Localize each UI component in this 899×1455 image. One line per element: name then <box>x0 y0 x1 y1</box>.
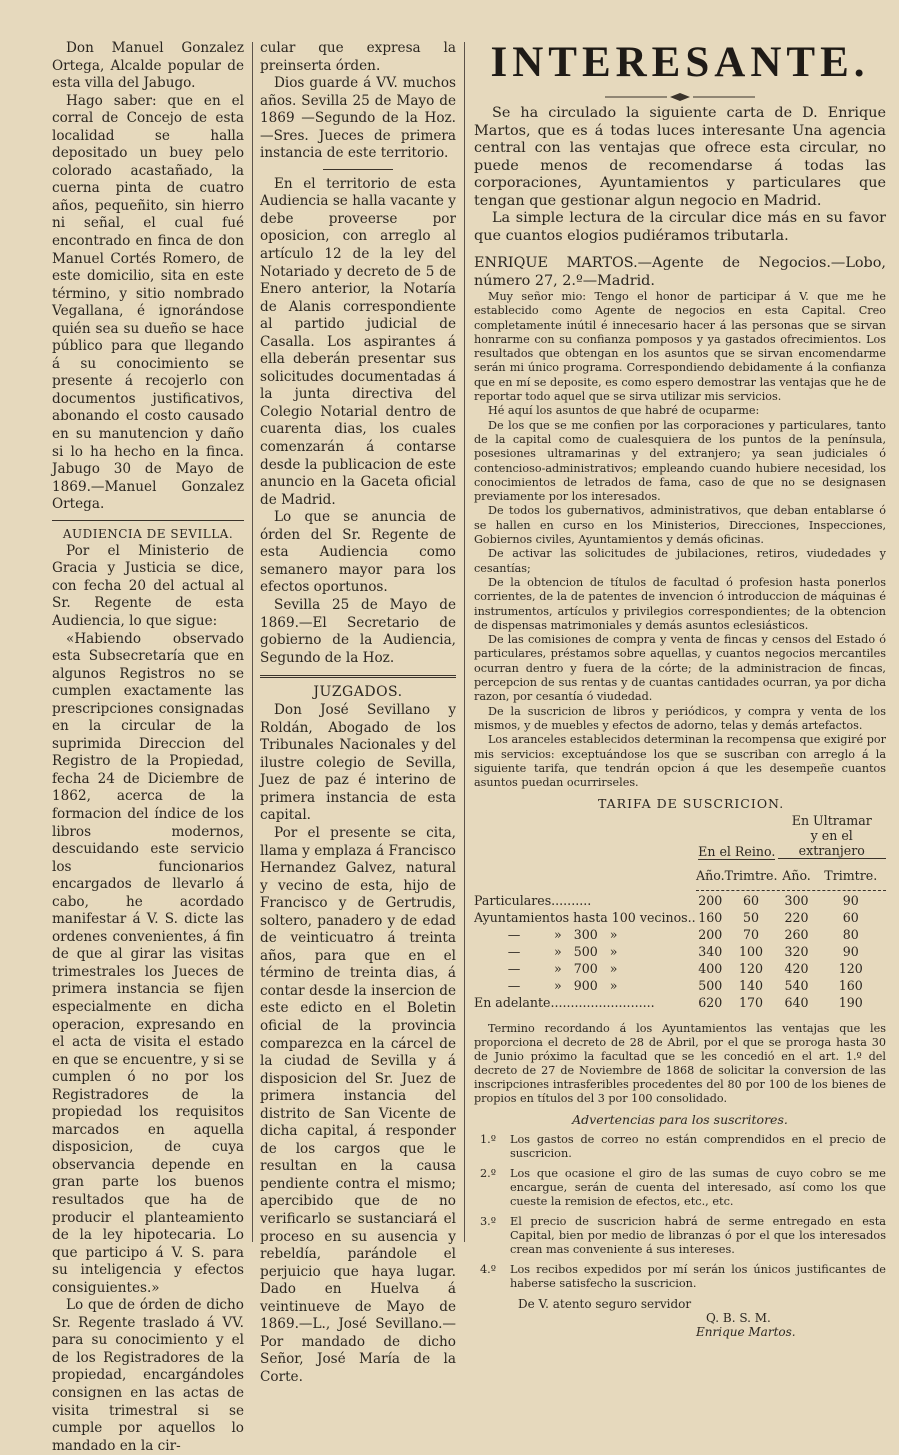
row-value: 200 <box>698 927 723 943</box>
letter-paragraph-9: Los aranceles establecidos determinan la recompensa que exigiré por mis servicios: exceptuándose los que se suscriban con arreglo á la siguiente tarifa, que tendrán opcion á que les desempeñe cuantos asuntos puedan ocurrirseles. <box>474 733 886 790</box>
row-label: — <box>507 927 521 943</box>
column-rule-2 <box>464 42 465 1242</box>
table-row <box>474 993 886 1010</box>
row-value: 50 <box>743 910 760 926</box>
col-ano-1: Año. <box>696 868 725 884</box>
row-sub: » 500 » <box>554 944 618 960</box>
col-ano-2: Año. <box>782 868 811 884</box>
advertencia-number: 2.º <box>480 1167 497 1181</box>
row-sub: » 900 » <box>554 978 618 994</box>
row-value: 200 <box>698 893 723 909</box>
intro-paragraph-1: Se ha circulado la siguiente carta de D. Enrique Martos, que es á todas luces interesante Una agencia central con las ventajas que ofrece esta circular, no puede menos de recomendarse á todas las corporaciones, Ayuntamientos y particulares que tengan que gestionar algun negocio en Madrid. <box>474 105 886 209</box>
row-value: 90 <box>842 944 859 960</box>
ornament-divider <box>605 87 755 97</box>
row-value: 70 <box>743 927 760 943</box>
row-value: 400 <box>698 961 723 977</box>
row-value: 90 <box>842 893 859 909</box>
header-ultramar-1: En Ultramar <box>791 813 872 829</box>
advertencia-item <box>474 1167 886 1209</box>
advertencia-number: 1.º <box>480 1133 497 1147</box>
row-value: 620 <box>698 995 723 1011</box>
letter-paragraph-4: De todos los gubernativos, administrativos, que deban entablarse ó se hallen en curso en los Ministerios, Direcciones, Inspecciones, Gobiernos civiles, Ayuntamientos y demás oficinas. <box>474 504 886 547</box>
table-subheader-row <box>474 859 886 883</box>
row-value: 260 <box>784 927 809 943</box>
advertencia-item <box>474 1263 886 1291</box>
row-value: 60 <box>743 893 760 909</box>
edicto-text: Por el presente se cita, llama y emplaza á Francisco Hernandez Galvez, natural y vecino de esta, hijo de Francisco y de Gertrudis, soltero, panadero y de edad de veinticuatro á treinta años, para que en el término de treinta dias, á contar desde la insercion de este edicto en el Boletin oficial de la provincia comparezca en la cárcel de la ciudad de Sevilla y á disposicion del Sr. Juez de primera instancia del distrito de San Vicente de dicha capital, á responder de los cargos que le resultan en la causa pendiente contra el mismo; apercibido que de no verificarlo se sustanciará el proceso en su ausencia y rebeldía, parándole el perjuicio que haya lugar. Dado en Huelva á veintinueve de Mayo de 1869.—L., José Sevillano.—Por mandado de dicho Señor, José María de la Corte. <box>260 824 456 1385</box>
decreto-paragraph: Termino recordando á los Ayuntamientos las ventajas que les proporciona el decreto de 28 de Abril, por el que se proroga hasta 30 de Junio próximo la facultad que se les concedió en el art. 1.º del decreto de 27 de Noviembre de 1868 de solicitar la conversion de las inscripciones intrasferibles procedentes del 80 por 100 de los bienes de propios en títulos del 3 por 100 consolidado. <box>474 1022 886 1106</box>
column-1 <box>52 40 244 1455</box>
row-sub: » 300 » <box>554 927 618 943</box>
advertencia-text: Los que ocasione el giro de las sumas de cuyo cobro se me encargue, serán de cuenta del interesado, así como los que cueste la remision de efectos, etc., etc. <box>510 1167 886 1209</box>
advertencia-item <box>474 1133 886 1161</box>
regente-text: Lo que de órden de dicho Sr. Regente traslado á VV. para su conocimiento y el de los Registradores de la propiedad, encargándoles consignen en las actas de visita trimestral si se cumple por aquellos lo mandado en la cir- <box>52 1297 244 1454</box>
col-trim-1: Trimtre. <box>724 868 778 884</box>
dios-guarde-text: Dios guarde á VV. muchos años. Sevilla 25 de Mayo de 1869 —Segundo de la Hoz.—Sres. Jueces de primera instancia de este territorio. <box>260 75 456 162</box>
letter-paragraph-5: De activar las solicitudes de jubilaciones, retiros, viudedades y cesantías; <box>474 547 886 575</box>
advertencia-number: 3.º <box>480 1215 497 1229</box>
ministerio-intro: Por el Ministerio de Gracia y Justicia se dice, con fecha 20 del actual al Sr. Regente de esta Audiencia, lo que sigue: <box>52 542 244 629</box>
closing-line: De V. atento seguro servidor <box>518 1297 692 1312</box>
row-value: 60 <box>842 910 859 926</box>
qbsm: Q. B. S. M. <box>706 1311 771 1326</box>
table-row <box>474 942 886 959</box>
subsecretaria-text: «Habiendo observado esta Subsecretaría que en algunos Registros no se cumplen exactamente las prescripciones consignadas en la circular de la suprimida Direccion del Registro de la Propiedad, fecha 24 de Diciembre de 1862, acerca de la formacion del índice de los libros modernos, descuidando este servicio los funcionarios encargados de llevarlo á cabo, he acordado manifestar á V. S. dicte las ordenes convenientes, á fin de que al girar las visitas trimestrales los Jueces de primera instancia se fijen especialmente en dicha operacion, expresando en el acta de visita el estado en que se encuentre, y si se cumplen ó no por los Registradores de la propiedad los requisitos marcados en aquella disposicion, de cuya observancia depende en gran parte los buenos resultados que ha de producir el planteamiento de la ley hipotecaria. Lo que participo á V. S. para su inteligencia y efectos consiguientes.» <box>52 630 244 1296</box>
anuncia-text: Lo que se anuncia de órden del Sr. Regente de esta Audiencia como semanero mayor para los efectos oportunos. <box>260 509 456 596</box>
header-reino: En el Reino. <box>698 844 776 860</box>
row-value: 340 <box>698 944 723 960</box>
advertencia-text: Los recibos expedidos por mí serán los únicos justificantes de haberse satisfecho la suscricion. <box>510 1263 886 1291</box>
continuation-text: cular que expresa la preinserta órden. <box>260 40 456 74</box>
row-value: 640 <box>784 995 809 1011</box>
sevilla-signature: Sevilla 25 de Mayo de 1869.—El Secretario de gobierno de la Audiencia, Segundo de la Hoz. <box>260 596 456 666</box>
table-row <box>474 891 886 908</box>
row-value: 320 <box>784 944 809 960</box>
row-label: Ayuntamientos hasta 100 vecinos.. <box>474 910 696 926</box>
col-trim-2: Trimtre. <box>824 868 878 884</box>
row-value: 500 <box>698 978 723 994</box>
row-value: 120 <box>838 961 863 977</box>
juzgados-heading: JUZGADOS. <box>313 684 403 701</box>
tarifa-title: TARIFA DE SUSCRICION. <box>598 796 785 812</box>
row-value: 300 <box>784 893 809 909</box>
signer-name: Enrique Martos. <box>696 1325 796 1340</box>
row-value: 120 <box>739 961 764 977</box>
notaria-notice: En el territorio de esta Audiencia se halla vacante y debe proveerse por oposicion, con arreglo al artículo 12 de la ley del Notariado y decreto de 5 de Enero anterior, la Notaría de Alanis correspondiente al partido judicial de Casalla. Los aspirantes á ella deberán presentar sus solicitudes documentadas á la junta directiva del Colegio Notarial dentro de cuarenta dias, los cuales comenzarán á contarse desde la publicacion de este anuncio en la Gaceta oficial de Madrid. <box>260 175 456 508</box>
row-value: 170 <box>739 995 764 1011</box>
double-divider <box>260 675 456 678</box>
table-header-row <box>474 813 886 859</box>
row-label: — <box>507 944 521 960</box>
agent-header: ENRIQUE MARTOS.—Agente de Negocios.—Lobo, número 27, 2.º—Madrid. <box>474 255 886 289</box>
table-row <box>474 959 886 976</box>
juez-intro: Don José Sevillano y Roldán, Abogado de los Tribunales Nacionales y del ilustre colegio de Sevilla, Juez de paz é interino de primera instancia de esta capital. <box>260 702 456 824</box>
tarifa-table <box>474 813 886 1010</box>
section-divider <box>52 520 244 521</box>
row-value: 540 <box>784 978 809 994</box>
letter-paragraph-3: De los que se me confien por las corporaciones y particulares, tanto de la capital como de cualesquiera de los puntos de la península, posesiones ultramarinas y del extranjero; ya sean judiciales ó contencioso-administrativos; empleando cuando hubiere necesidad, los conocimientos de letrados de fama, caso de que no se designasen previamente por los interesados. <box>474 418 886 504</box>
header-ultramar-2: y en el extranjero <box>778 828 886 859</box>
jabugo-notice: Hago saber: que en el corral de Concejo de esta localidad se halla depositado un buey pelo colorado acastañado, la cuerna pinta de cuatro años, pequeñito, sin hierro ni señal, el cual fué encontrado en finca de don Manuel Cortés Romero, de este domicilio, sita en este término, y sitio nombrado Vegallana, é ignorándose quién sea su dueño se hace público para que llegando á su conocimiento se presente á recojerlo con documentos justificativos, abonando el costo causado en su manutencion y daño si lo ha hecho en la finca. Jabugo 30 de Mayo de 1869.—Manuel Gonzalez Ortega. <box>52 92 244 513</box>
letter-paragraph-6: De la obtencion de títulos de facultad ó profesion hasta ponerlos corrientes, de la de patentes de invencion ó introduccion de máquinas é instrumentos, artículos y privilegios correspondientes; de la obtencion de dispensas matrimoniales y demás asuntos eclesiásticos. <box>474 575 886 632</box>
row-label: Particulares <box>474 893 552 909</box>
row-value: 220 <box>784 910 809 926</box>
row-value: 100 <box>739 944 764 960</box>
table-row <box>474 925 886 942</box>
short-divider <box>323 169 393 170</box>
advertencia-text: Los gastos de correo no están comprendidos en el precio de suscricion. <box>510 1133 886 1161</box>
row-value: 160 <box>698 910 723 926</box>
intro-paragraph-2: La simple lectura de la circular dice más en su favor que cuantos elogios pudiéramos tributarla. <box>474 210 886 244</box>
row-sub: » 700 » <box>554 961 618 977</box>
advertencias-title: Advertencias para los suscritores. <box>572 1112 788 1128</box>
table-row <box>474 908 886 925</box>
row-label: En adelante <box>474 995 551 1011</box>
letter-paragraph-7: De las comisiones de compra y venta de fincas y censos del Estado ó particulares, préstamos sobre aquellas, y cuantos negocios mercantiles ocurran dentro y fuera de la córte; de la administracion de fincas, percepcion de sus rentas y de cuantas cantidades ocurran, ya por dicha razon, por cesantía ó viudedad. <box>474 633 886 704</box>
advertencia-text: El precio de suscricion habrá de serme entregado en esta Capital, bien por medio de libranzas ó por el que los interesados crean mas conveniente á sus intereses. <box>510 1215 886 1257</box>
letter-paragraph-2: Hé aquí los asuntos de que habré de ocuparme: <box>488 404 760 418</box>
column-3 <box>474 40 886 1339</box>
advertencia-number: 4.º <box>480 1263 497 1277</box>
row-value: 420 <box>784 961 809 977</box>
row-value: 160 <box>838 978 863 994</box>
row-value: 190 <box>838 995 863 1011</box>
row-leader: .......... <box>551 893 592 909</box>
column-2 <box>260 40 456 1386</box>
letter-paragraph-1: Muy señor mio: Tengo el honor de participar á V. que me he establecido como Agente de negocios en esta Capital. Creo completamente inútil é innecesario hacer á las personas que se sirvan honrarme con su confianza pomposos y ya gastados ofrecimientos. Los resultados que obtengan en los asuntos que se sirvan encomendarme serán mi único programa. Correspondiendo debidamente á la confianza que en mí se deposite, es como espero demostrar las ventajas que he de reportar todo aquel que se sirva utilizar mis servicios. <box>474 290 886 404</box>
column-rule-1 <box>252 42 253 1242</box>
row-label: — <box>507 961 521 977</box>
letter-paragraph-8: De la suscricion de libros y periódicos, y compra y venta de los mismos, y de muebles y efectos de adorno, telas y demás artefactos. <box>474 704 886 732</box>
row-label: — <box>507 978 521 994</box>
page-title: INTERESANTE. <box>490 39 870 86</box>
advertencia-item <box>474 1215 886 1257</box>
table-row <box>474 976 886 993</box>
row-value: 80 <box>842 927 859 943</box>
row-leader: .......................... <box>550 995 655 1011</box>
audiencia-heading: AUDIENCIA DE SEVILLA. <box>62 526 234 541</box>
row-value: 140 <box>739 978 764 994</box>
alcalde-heading: Don Manuel Gonzalez Ortega, Alcalde popular de esta villa del Jabugo. <box>52 40 244 92</box>
